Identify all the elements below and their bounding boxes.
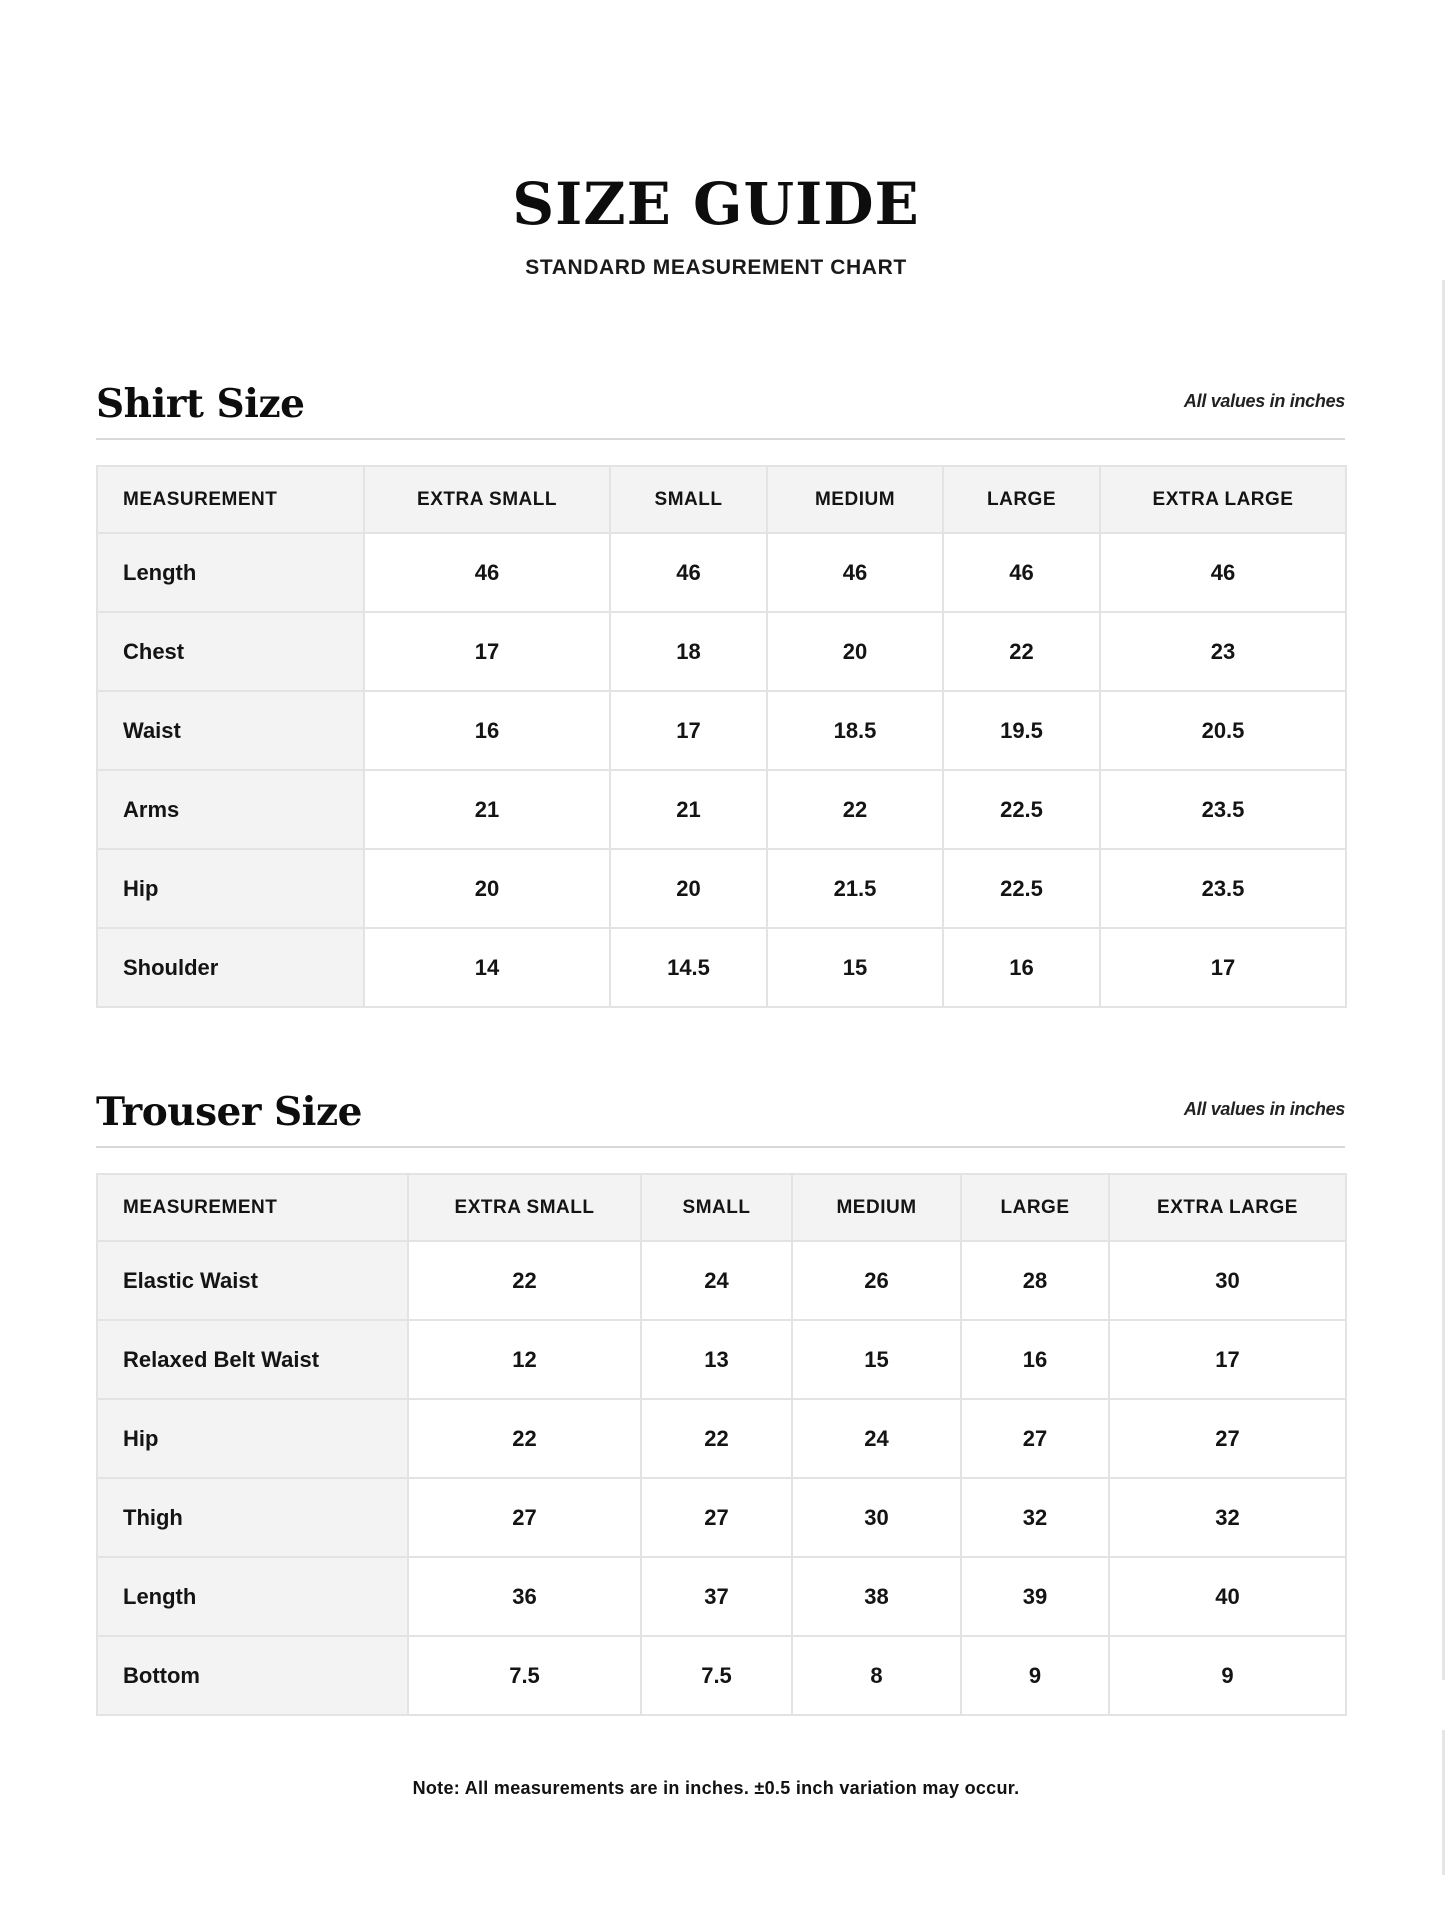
table-cell: 15	[792, 1320, 961, 1399]
footer-note: Note: All measurements are in inches. ±0.5 inch variation may occur.	[412, 1778, 1020, 1798]
table-cell: 15	[767, 928, 943, 1007]
row-label: Elastic Waist	[97, 1241, 408, 1320]
table-cell: 36	[408, 1557, 641, 1636]
table-cell: 7.5	[408, 1636, 641, 1715]
table-cell: 46	[767, 533, 943, 612]
table-cell: 9	[1109, 1636, 1346, 1715]
row-label: Waist	[97, 691, 364, 770]
table-cell: 22	[767, 770, 943, 849]
row-label: Shoulder	[97, 928, 364, 1007]
table-cell: 16	[961, 1320, 1109, 1399]
table-cell: 40	[1109, 1557, 1346, 1636]
table-cell: 21	[610, 770, 767, 849]
table-cell: 30	[1109, 1241, 1346, 1320]
page-header	[0, 170, 1432, 280]
table-cell: 7.5	[641, 1636, 792, 1715]
table-row	[97, 691, 1346, 770]
column-header: SMALL	[610, 466, 767, 533]
row-label: Hip	[97, 1399, 408, 1478]
table-cell: 8	[792, 1636, 961, 1715]
table-cell: 22	[943, 612, 1100, 691]
trouser-section-title: Trouser Size	[96, 1089, 362, 1135]
row-label: Length	[97, 533, 364, 612]
shirt-section-title: Shirt Size	[96, 381, 305, 427]
table-cell: 22	[408, 1241, 641, 1320]
table-cell: 22.5	[943, 770, 1100, 849]
table-row	[97, 928, 1346, 1007]
table-header-row	[97, 466, 1346, 533]
table-cell: 22	[641, 1399, 792, 1478]
table-cell: 22.5	[943, 849, 1100, 928]
table-row	[97, 1320, 1346, 1399]
table-cell: 19.5	[943, 691, 1100, 770]
column-header: EXTRA SMALL	[364, 466, 610, 533]
column-header: SMALL	[641, 1174, 792, 1241]
table-row	[97, 849, 1346, 928]
table-cell: 32	[961, 1478, 1109, 1557]
table-cell: 46	[364, 533, 610, 612]
column-header: MEDIUM	[767, 466, 943, 533]
trouser-units-note: All values in inches	[1183, 1099, 1345, 1119]
row-label: Hip	[97, 849, 364, 928]
row-label: Thigh	[97, 1478, 408, 1557]
table-cell: 23	[1100, 612, 1346, 691]
column-header: EXTRA SMALL	[408, 1174, 641, 1241]
shirt-size-section	[96, 376, 1345, 1008]
table-cell: 21	[364, 770, 610, 849]
table-cell: 21.5	[767, 849, 943, 928]
table-cell: 16	[943, 928, 1100, 1007]
table-cell: 16	[364, 691, 610, 770]
page-subtitle: STANDARD MEASUREMENT CHART	[525, 256, 907, 279]
table-cell: 13	[641, 1320, 792, 1399]
table-cell: 9	[961, 1636, 1109, 1715]
table-cell: 27	[961, 1399, 1109, 1478]
column-header: LARGE	[961, 1174, 1109, 1241]
column-header: EXTRA LARGE	[1100, 466, 1346, 533]
table-cell: 20.5	[1100, 691, 1346, 770]
table-cell: 14.5	[610, 928, 767, 1007]
column-header: LARGE	[943, 466, 1100, 533]
table-cell: 46	[1100, 533, 1346, 612]
table-cell: 38	[792, 1557, 961, 1636]
trouser-section-header	[96, 1084, 1345, 1148]
table-cell: 37	[641, 1557, 792, 1636]
table-cell: 27	[1109, 1399, 1346, 1478]
table-cell: 18	[610, 612, 767, 691]
table-cell: 28	[961, 1241, 1109, 1320]
page-title: SIZE GUIDE	[512, 170, 920, 238]
table-cell: 17	[364, 612, 610, 691]
table-cell: 14	[364, 928, 610, 1007]
table-cell: 17	[610, 691, 767, 770]
table-cell: 17	[1100, 928, 1346, 1007]
column-header: EXTRA LARGE	[1109, 1174, 1346, 1241]
table-cell: 18.5	[767, 691, 943, 770]
table-cell: 23.5	[1100, 849, 1346, 928]
row-label: Relaxed Belt Waist	[97, 1320, 408, 1399]
table-header-row	[97, 1174, 1346, 1241]
shirt-units-note: All values in inches	[1183, 391, 1345, 411]
column-header: MEASUREMENT	[97, 466, 364, 533]
trouser-size-table	[96, 1173, 1347, 1716]
column-header: MEASUREMENT	[97, 1174, 408, 1241]
table-cell: 27	[641, 1478, 792, 1557]
table-cell: 30	[792, 1478, 961, 1557]
table-row	[97, 1399, 1346, 1478]
table-cell: 24	[641, 1241, 792, 1320]
table-cell: 20	[767, 612, 943, 691]
column-header: MEDIUM	[792, 1174, 961, 1241]
table-row	[97, 1557, 1346, 1636]
table-row	[97, 1241, 1346, 1320]
table-row	[97, 533, 1346, 612]
table-cell: 23.5	[1100, 770, 1346, 849]
shirt-section-header	[96, 376, 1345, 440]
table-row	[97, 1478, 1346, 1557]
trouser-size-section	[96, 1084, 1345, 1716]
table-cell: 17	[1109, 1320, 1346, 1399]
table-cell: 39	[961, 1557, 1109, 1636]
table-cell: 26	[792, 1241, 961, 1320]
table-cell: 46	[943, 533, 1100, 612]
table-cell: 20	[610, 849, 767, 928]
table-cell: 22	[408, 1399, 641, 1478]
table-row	[97, 1636, 1346, 1715]
table-cell: 12	[408, 1320, 641, 1399]
table-cell: 32	[1109, 1478, 1346, 1557]
row-label: Bottom	[97, 1636, 408, 1715]
row-label: Arms	[97, 770, 364, 849]
table-cell: 20	[364, 849, 610, 928]
shirt-size-table	[96, 465, 1347, 1008]
row-label: Length	[97, 1557, 408, 1636]
row-label: Chest	[97, 612, 364, 691]
table-row	[97, 612, 1346, 691]
table-row	[97, 770, 1346, 849]
table-cell: 46	[610, 533, 767, 612]
table-cell: 24	[792, 1399, 961, 1478]
table-cell: 27	[408, 1478, 641, 1557]
